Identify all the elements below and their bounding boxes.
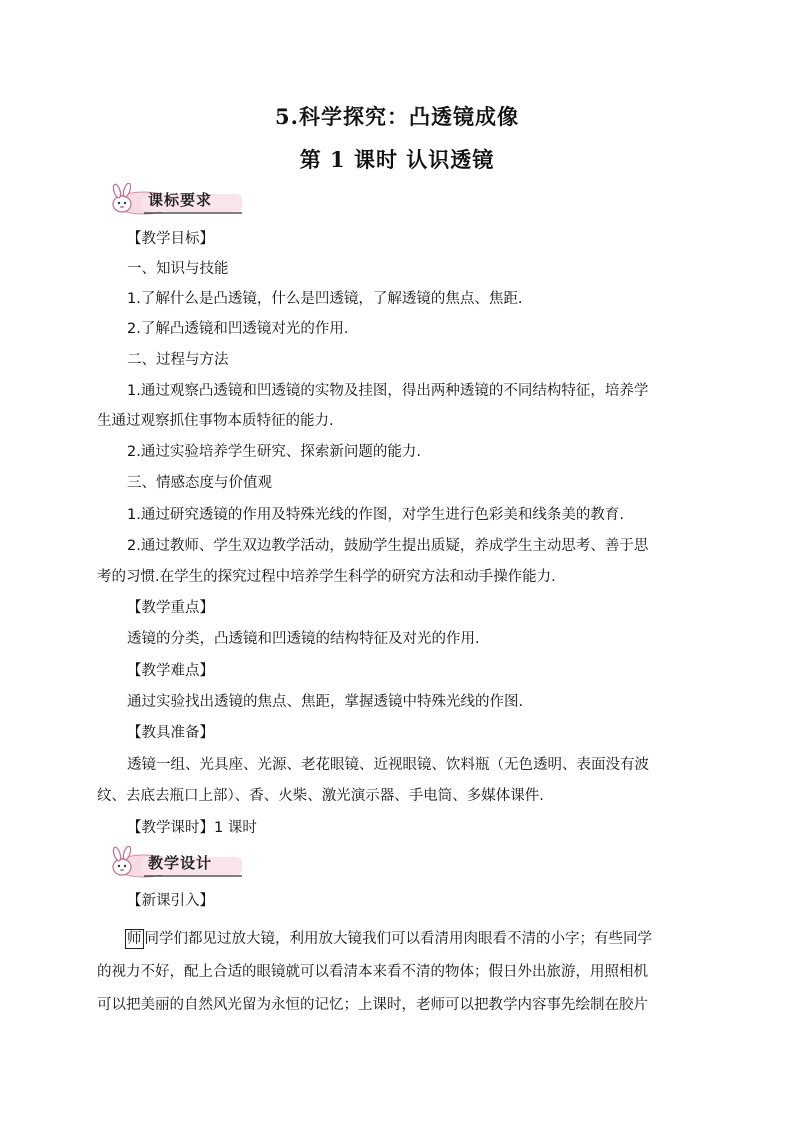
heading-new-lesson: 【新课引入】	[127, 893, 214, 909]
text-line: 一、知识与技能	[127, 261, 229, 277]
heading-teaching-goals: 【教学目标】	[127, 231, 214, 247]
text-line: 考的习惯.在学生的探究过程中培养学生科学的研究方法和动手操作能力.	[97, 569, 556, 585]
heading-teaching-aids: 【教具准备】	[127, 725, 214, 741]
heading-key-points: 【教学重点】	[127, 600, 214, 616]
section-label-design: 教学设计	[148, 854, 213, 872]
text-line: 三、情感态度与价值观	[127, 475, 272, 491]
text-line: 1.通过研究透镜的作用及特殊光线的作图，对学生进行色彩美和线条美的教育.	[127, 507, 624, 523]
heading-class-hours: 【教学课时】1 课时	[127, 820, 257, 836]
page-subtitle: 第 1 课时 认识透镜	[299, 147, 495, 172]
text-line: 1.了解什么是凸透镜，什么是凹透镜，了解透镜的焦点、焦距.	[127, 291, 523, 307]
text-line: 1.通过观察凸透镜和凹透镜的实物及挂图，得出两种透镜的不同结构特征，培养学	[127, 383, 649, 399]
text-line: 透镜的分类，凸透镜和凹透镜的结构特征及对光的作用.	[127, 631, 480, 647]
text-line: 2.了解凸透镜和凹透镜对光的作用.	[127, 321, 349, 337]
text-line: 2.通过教师、学生双边教学活动，鼓励学生提出质疑，养成学生主动思考、善于思	[127, 538, 649, 554]
text-line: 纹、去底去瓶口上部）、香、火柴、激光演示器、手电筒、多媒体课件.	[97, 788, 544, 804]
text-line: 通过实验找出透镜的焦点、焦距，掌握透镜中特殊光线的作图.	[127, 694, 524, 710]
section-label-curriculum: 课标要求	[148, 191, 213, 209]
text-line: 二、过程与方法	[127, 352, 229, 368]
text-line: 透镜一组、光具座、光源、老花眼镜、近视眼镜、饮料瓶（无色透明、表面没有波	[127, 757, 649, 773]
teacher-marker: 师	[127, 931, 142, 947]
section-header-design	[100, 846, 260, 880]
text-line	[125, 929, 703, 949]
text-line: 生通过观察抓住事物本质特征的能力.	[97, 413, 334, 429]
text-line: 2.通过实验培养学生研究、探索新问题的能力.	[127, 444, 421, 460]
text-segment: 同学们都见过放大镜，利用放大镜我们可以看清用肉眼看不清的小字；有些同学	[144, 931, 652, 947]
heading-difficulties: 【教学难点】	[127, 663, 214, 679]
page-title: 5.科学探究：凸透镜成像	[275, 104, 519, 129]
text-line: 可以把美丽的自然风光留为永恒的记忆；上课时，老师可以把教学内容事先绘制在胶片	[97, 997, 648, 1013]
section-header-curriculum	[100, 183, 260, 217]
text-line: 的视力不好，配上合适的眼镜就可以看清本来看不清的物体；假日外出旅游，用照相机	[97, 964, 648, 980]
